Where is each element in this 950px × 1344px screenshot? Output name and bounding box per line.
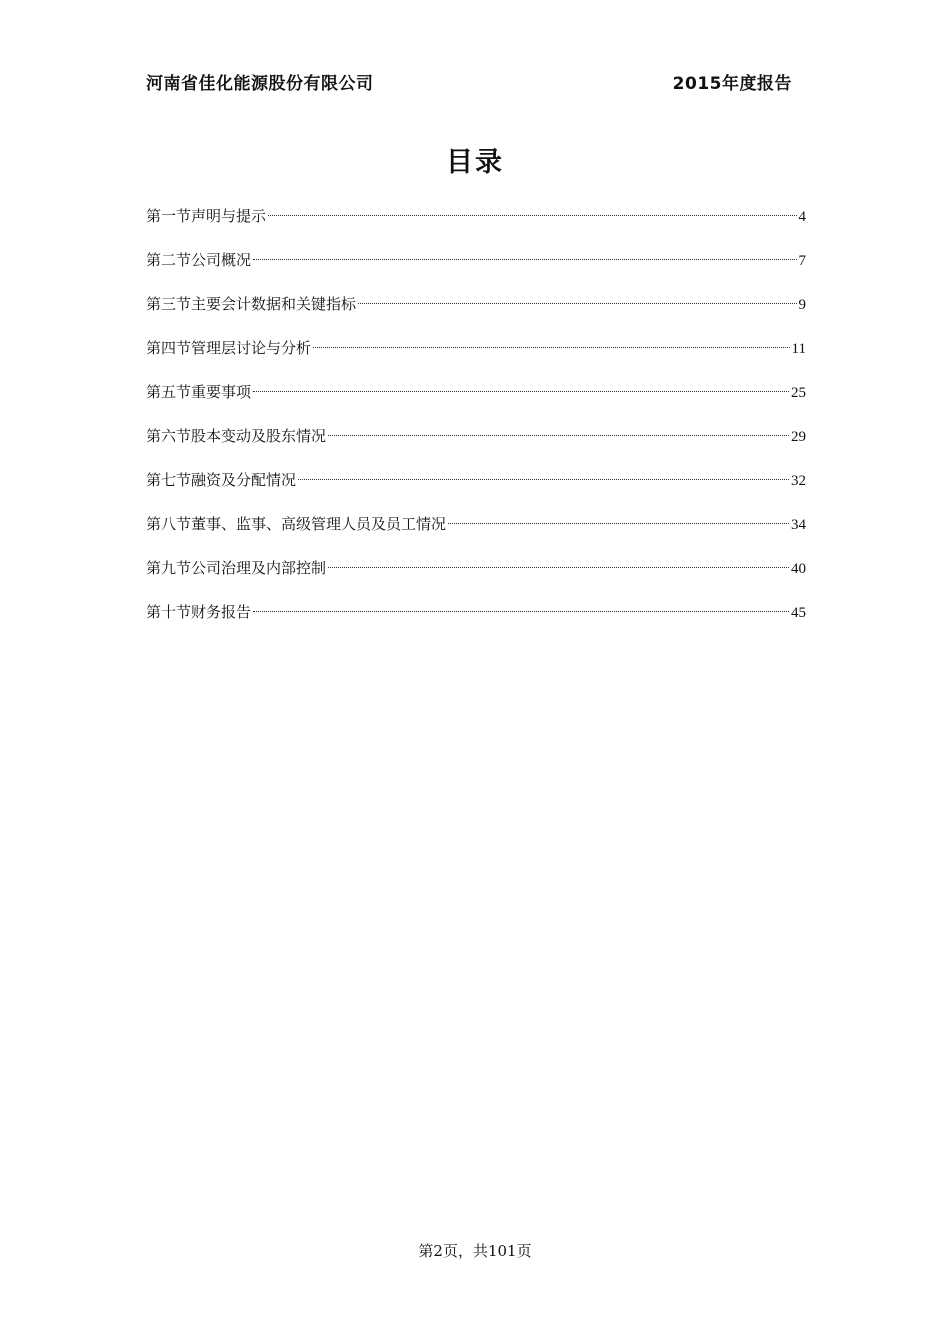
toc-entry[interactable] <box>146 289 806 333</box>
toc-entry[interactable] <box>146 201 806 245</box>
toc-entry-label: 第一节声明与提示 <box>146 207 267 225</box>
toc-leader-dots <box>298 479 789 480</box>
toc-entry-page: 32 <box>791 473 806 489</box>
toc-entry-page: 11 <box>791 341 806 357</box>
company-name: 河南省佳化能源股份有限公司 <box>146 73 374 94</box>
toc-entry-label: 第十节财务报告 <box>146 603 252 621</box>
toc-entry-label: 第七节融资及分配情况 <box>146 471 297 489</box>
toc-heading: 目录 <box>446 147 504 178</box>
toc-entry[interactable] <box>146 421 806 465</box>
toc-leader-dots <box>253 611 789 612</box>
toc-entry[interactable] <box>146 333 806 377</box>
toc-leader-dots <box>253 259 796 260</box>
report-title: 2015年度报告 <box>672 73 792 94</box>
toc-entry-label: 第二节公司概况 <box>146 251 252 269</box>
toc-leader-dots <box>268 215 796 216</box>
toc-entry[interactable] <box>146 597 806 641</box>
toc-leader-dots <box>358 303 796 304</box>
toc-entry-label: 第六节股本变动及股东情况 <box>146 427 327 445</box>
toc-entry-label: 第九节公司治理及内部控制 <box>146 559 327 577</box>
toc-entry-page: 29 <box>791 429 806 445</box>
toc-entry-page: 45 <box>791 605 806 621</box>
toc-entry-page: 25 <box>791 385 806 401</box>
toc-entry-label: 第三节主要会计数据和关键指标 <box>146 295 357 313</box>
page-footer: 第2页，共101页 <box>418 1242 532 1260</box>
toc-entry-label: 第五节重要事项 <box>146 383 252 401</box>
toc-entry[interactable] <box>146 377 806 421</box>
toc-entry[interactable] <box>146 465 806 509</box>
toc-entry-page: 9 <box>798 297 806 313</box>
toc-leader-dots <box>328 435 789 436</box>
page-header <box>146 68 792 94</box>
toc-leader-dots <box>448 523 789 524</box>
toc-entry[interactable] <box>146 509 806 553</box>
toc-entry-page: 7 <box>798 253 806 269</box>
toc-leader-dots <box>313 347 790 348</box>
toc-entry-page: 4 <box>798 209 806 225</box>
toc-entry[interactable] <box>146 553 806 597</box>
toc-leader-dots <box>253 391 789 392</box>
table-of-contents <box>146 201 806 641</box>
toc-leader-dots <box>328 567 789 568</box>
toc-entry-label: 第四节管理层讨论与分析 <box>146 339 312 357</box>
toc-entry-label: 第八节董事、监事、高级管理人员及员工情况 <box>146 515 447 533</box>
toc-entry[interactable] <box>146 245 806 289</box>
toc-entry-page: 34 <box>791 517 806 533</box>
toc-entry-page: 40 <box>791 561 806 577</box>
